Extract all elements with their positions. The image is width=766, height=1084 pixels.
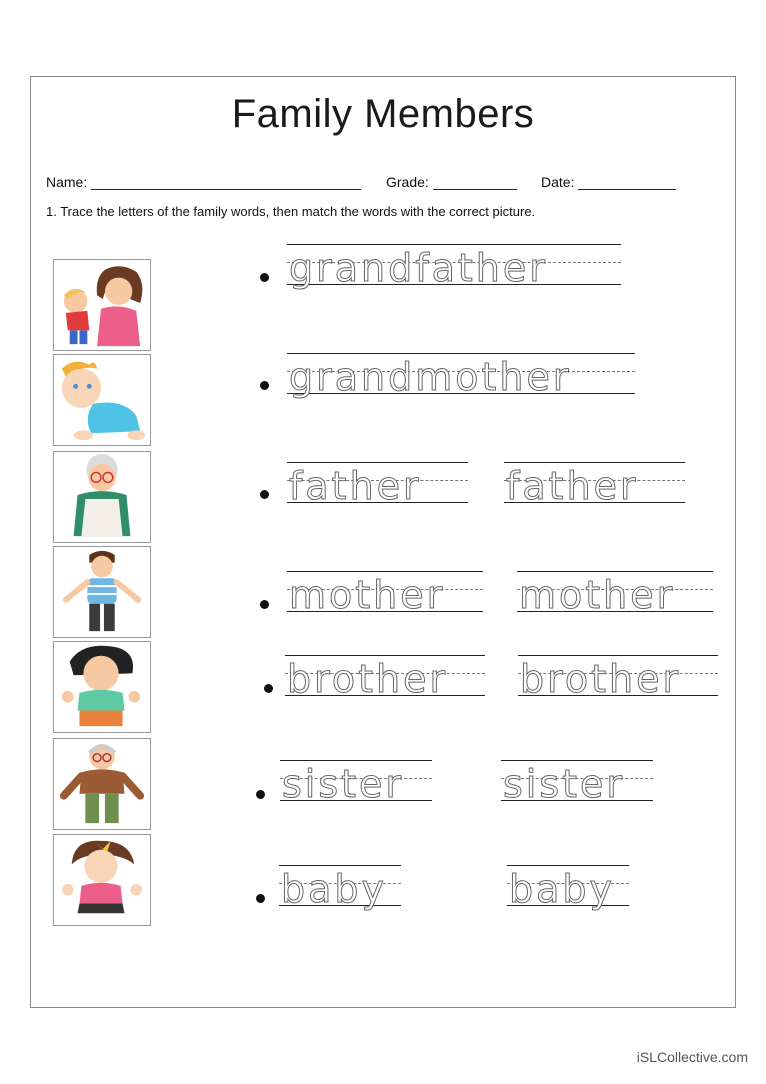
date-label: Date: [541, 174, 575, 190]
name-line[interactable] [91, 175, 361, 190]
match-dot-mother[interactable] [260, 600, 269, 609]
match-dot-father[interactable] [260, 490, 269, 499]
trace-word: baby [509, 867, 616, 911]
trace-mother-2[interactable] [517, 571, 713, 615]
match-dot-baby[interactable] [256, 894, 265, 903]
trace-word: brother [287, 657, 449, 701]
grade-line[interactable] [433, 175, 517, 190]
sister-picture[interactable] [53, 834, 151, 926]
name-label: Name: [46, 174, 88, 190]
trace-baby-1[interactable] [279, 865, 401, 909]
trace-word: mother [519, 573, 676, 617]
trace-mother-1[interactable] [287, 571, 483, 615]
trace-word: sister [503, 762, 626, 806]
match-dot-grandfather[interactable] [260, 273, 269, 282]
instruction-text: 1. Trace the letters of the family words, then match the words with the correct picture. [46, 204, 536, 219]
trace-brother-1[interactable] [285, 655, 485, 699]
father-picture[interactable] [53, 546, 151, 638]
trace-grandmother[interactable] [287, 353, 635, 397]
page-title: Family Members [231, 92, 535, 136]
date-line[interactable] [578, 175, 676, 190]
site-watermark: iSLCollective.com [636, 1049, 748, 1065]
trace-word: grandmother [289, 355, 572, 399]
trace-sister-2[interactable] [501, 760, 653, 804]
trace-word: brother [520, 657, 682, 701]
trace-grandfather[interactable] [287, 244, 621, 288]
name-field[interactable] [46, 174, 361, 190]
baby-picture[interactable] [53, 354, 151, 446]
trace-word: baby [281, 867, 388, 911]
trace-word: sister [282, 762, 405, 806]
trace-brother-2[interactable] [518, 655, 718, 699]
trace-father-2[interactable] [504, 462, 685, 506]
trace-father-1[interactable] [287, 462, 468, 506]
grade-field[interactable] [386, 174, 517, 190]
trace-word: grandfather [289, 246, 548, 290]
grade-label: Grade: [386, 174, 429, 190]
brother-picture[interactable] [53, 641, 151, 733]
match-dot-grandmother[interactable] [260, 381, 269, 390]
trace-sister-1[interactable] [280, 760, 432, 804]
trace-baby-2[interactable] [507, 865, 629, 909]
match-dot-brother[interactable] [264, 684, 273, 693]
mother-and-child-picture[interactable] [53, 259, 151, 351]
grandfather-picture[interactable] [53, 738, 151, 830]
trace-word: mother [289, 573, 446, 617]
grandmother-picture[interactable] [53, 451, 151, 543]
date-field[interactable] [541, 174, 676, 190]
trace-word: father [289, 464, 422, 508]
match-dot-sister[interactable] [256, 790, 265, 799]
trace-word: father [506, 464, 639, 508]
